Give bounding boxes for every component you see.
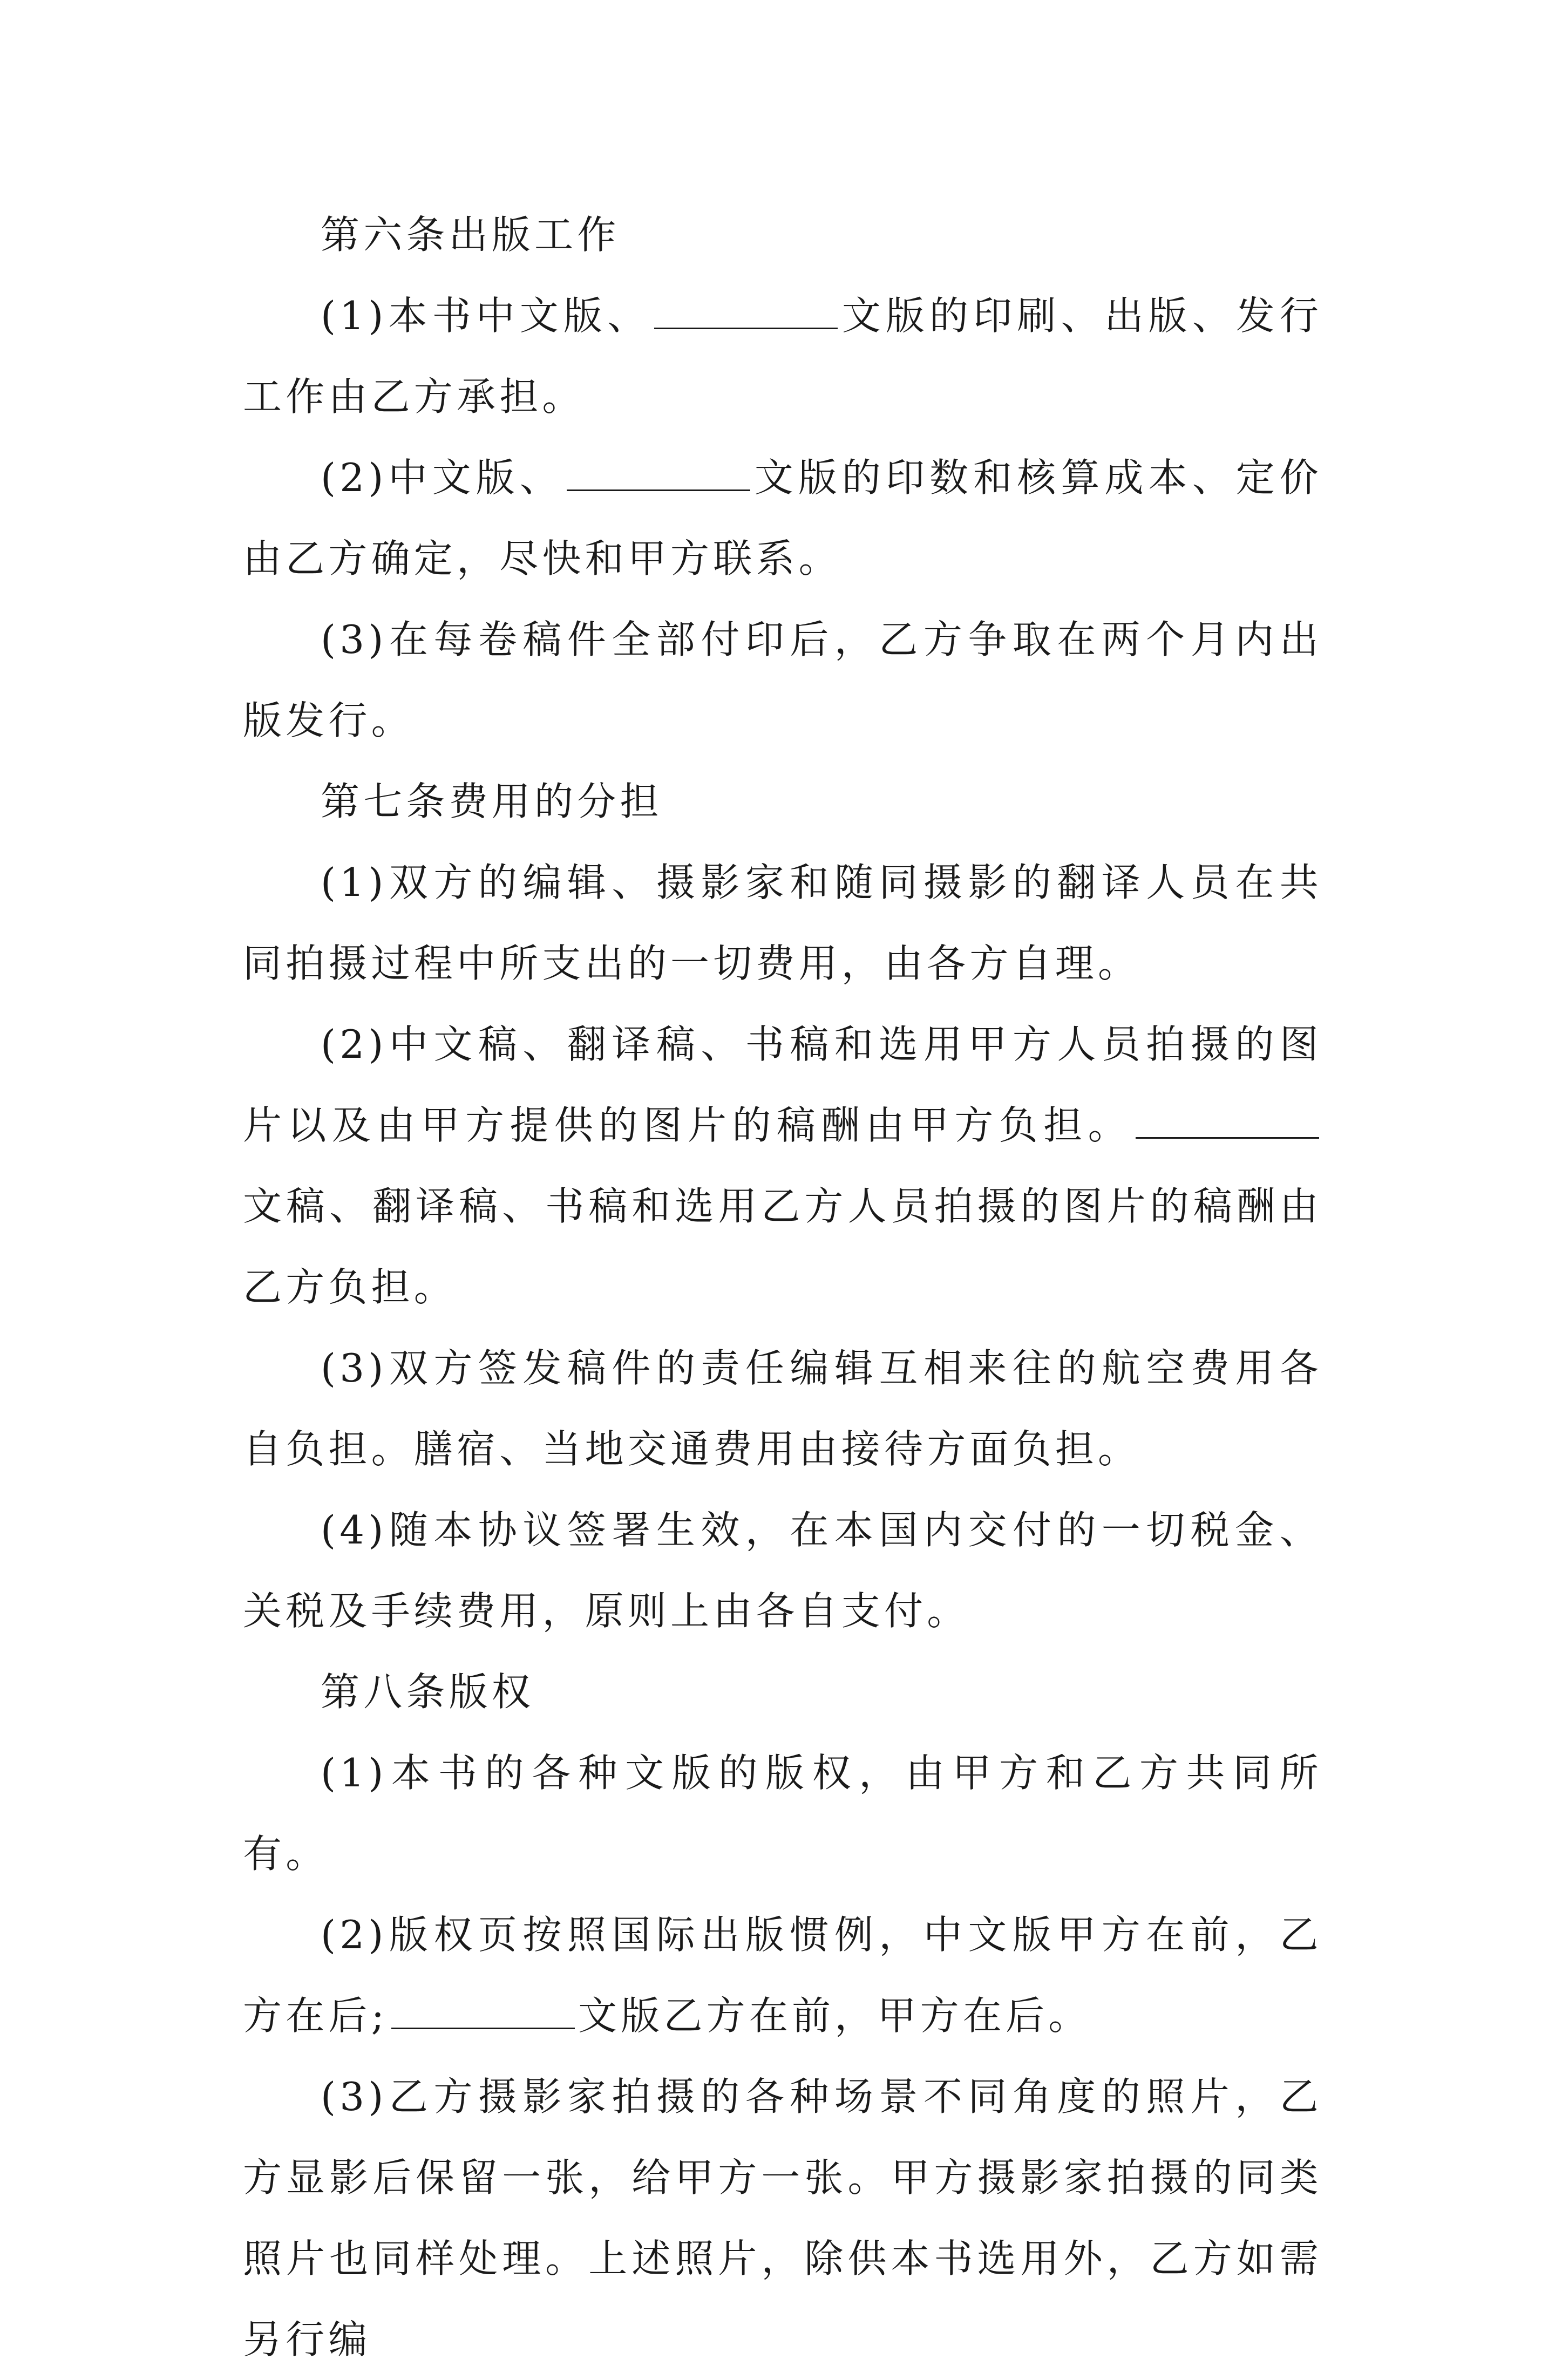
article-6-heading: 第六条出版工作 [321, 212, 620, 257]
article-7-item-2 [243, 1004, 1322, 1328]
article-6-item-2-text-a: (2)中文版、 [321, 455, 563, 500]
article-6-item-2-text-b: 文版的印数和核算成本、定价由乙方确定，尽快和甲方联系。 [243, 455, 1322, 581]
article-8-item-1: (1)本书的各种文版的版权，由甲方和乙方共同所有。 [243, 1750, 1322, 1876]
article-6-item-1-text-b: 文版的印刷、出版、发行工作由乙方承担。 [243, 293, 1322, 419]
document-body [243, 194, 1322, 2380]
article-8-item-2-text-b: 文版乙方在前，甲方在后。 [578, 1993, 1091, 2038]
article-7-item-3: (3)双方签发稿件的责任编辑互相来往的航空费用各自负担。膳宿、当地交通费用由接待方面负担。 [243, 1345, 1322, 1472]
article-8-heading: 第八条版权 [321, 1669, 535, 1715]
fill-in-blank [654, 296, 838, 329]
fill-in-blank [391, 1996, 575, 2029]
article-7-item-4: (4)随本协议签署生效，在本国内交付的一切税金、关税及手续费用，原则上由各自支付。 [243, 1507, 1322, 1634]
article-8-item-3: (3)乙方摄影家拍摄的各种场景不同角度的照片，乙方显影后保留一张，给甲方一张。甲方摄影家拍摄的同类照片也同样处理。上述照片，除供本书选用外，乙方如需另行编 [243, 2074, 1322, 2362]
article-7-item-2-text-a: (2)中文稿、翻译稿、书稿和选用甲方人员拍摄的图片以及由甲方提供的图片的稿酬由甲方负担。 [243, 1022, 1322, 1148]
article-7-item-2-text-b: 文稿、翻译稿、书稿和选用乙方人员拍摄的图片的稿酬由乙方负担。 [243, 1184, 1322, 1310]
article-6-item-2 [243, 437, 1322, 599]
article-6-item-1-text-a: (1)本书中文版、 [321, 293, 651, 338]
article-8-item-2 [243, 1894, 1322, 2056]
article-7-heading: 第七条费用的分担 [321, 779, 663, 824]
article-6-item-1 [243, 275, 1322, 437]
article-6-item-3: (3)在每卷稿件全部付印后，乙方争取在两个月内出版发行。 [243, 617, 1322, 743]
fill-in-blank [1136, 1106, 1319, 1139]
article-8-item-2-text-a: (2)版权页按照国际出版惯例，中文版甲方在前，乙方在后; [243, 1912, 1322, 2038]
article-7-item-1: (1)双方的编辑、摄影家和随同摄影的翻译人员在共同拍摄过程中所支出的一切费用，由各方自理。 [243, 860, 1322, 986]
fill-in-blank [567, 458, 750, 491]
